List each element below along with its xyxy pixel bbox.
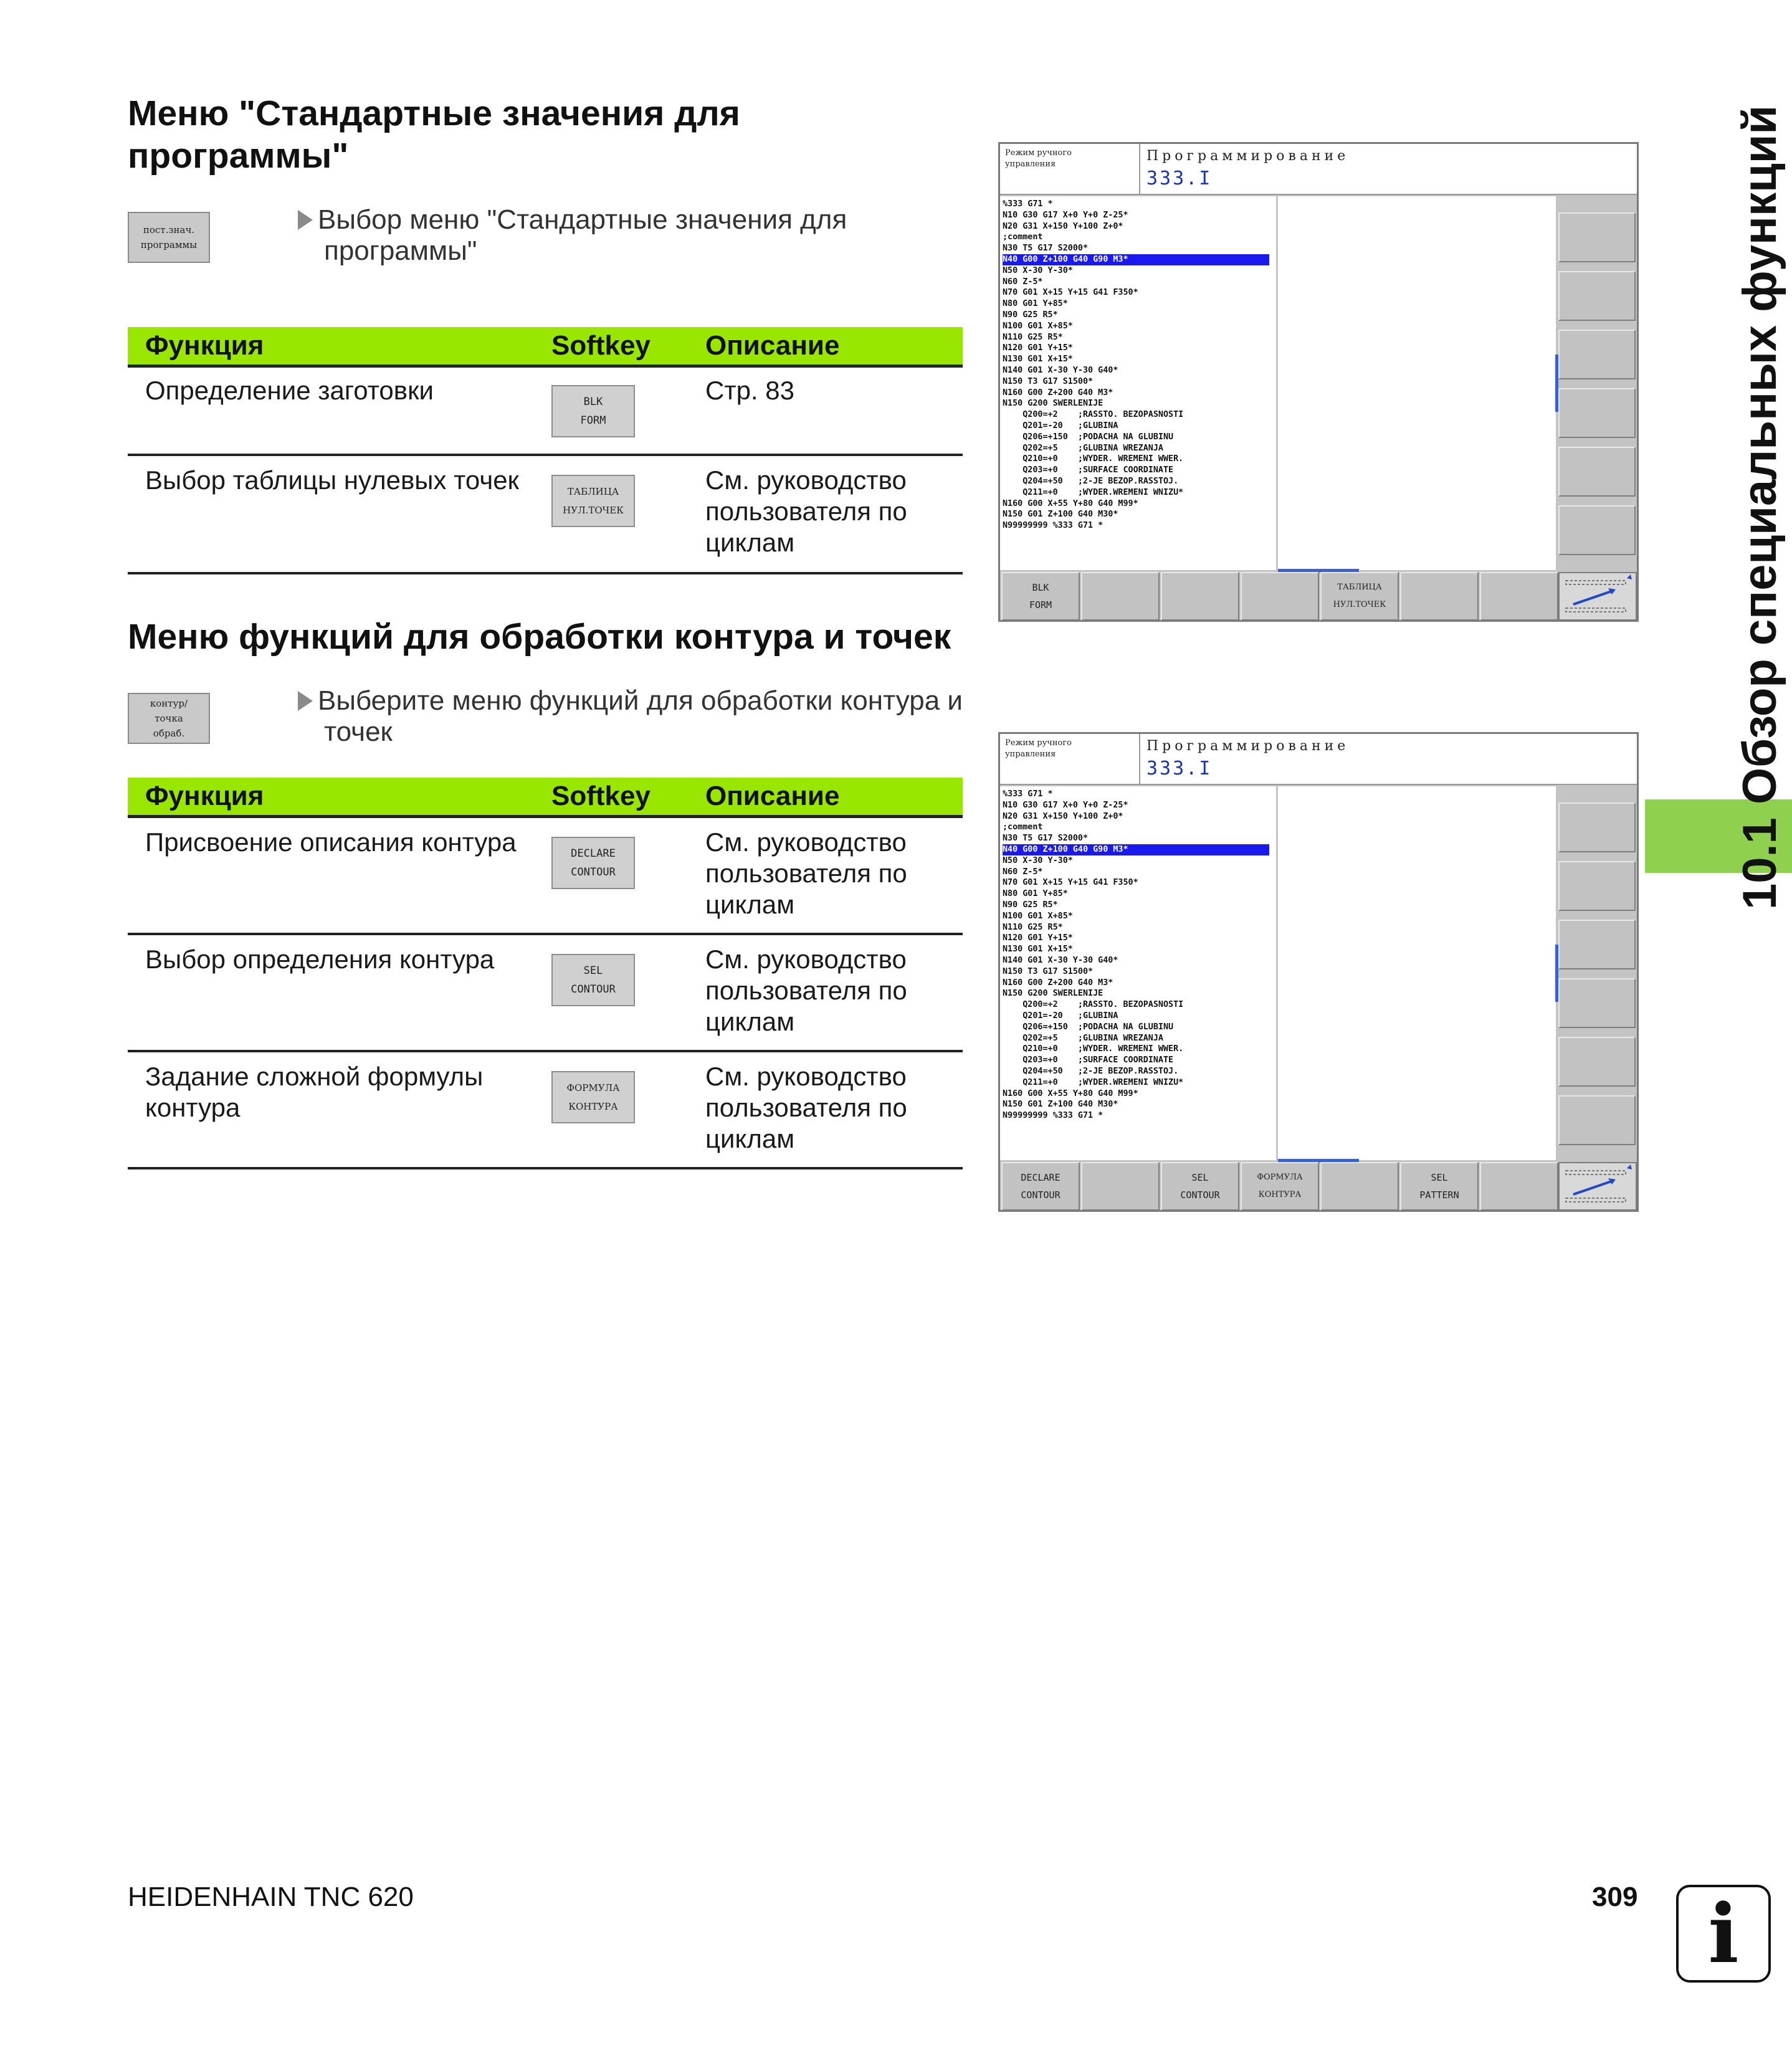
table-row [128,935,963,1052]
vertical-softkey[interactable] [1558,447,1636,497]
table-row [128,368,963,456]
softkey-label-line2: НУЛ.ТОЧЕК [563,505,624,516]
softkey-label-line1: BLK [1032,582,1049,593]
next-softkey-row-icon [1560,573,1636,619]
softkey-label-line2: CONTOUR [1180,1189,1220,1201]
function-cell: Определение заготовки [145,376,434,405]
program-line[interactable]: N80 G01 Y+85* [1003,299,1068,309]
program-line[interactable]: Q202=+5 ;GLUBINA WREZANJA [1003,1033,1163,1043]
program-line[interactable]: ;comment [1003,822,1043,832]
vertical-softkey[interactable] [1558,388,1636,438]
softkey-label-line2: КОНТУРА [1258,1190,1302,1199]
vertical-softkey[interactable] [1558,212,1636,262]
program-line[interactable]: N150 G01 Z+100 G40 M30* [1003,510,1118,520]
empty-softkey[interactable] [1400,572,1479,621]
info-icon: i [1676,1885,1771,1983]
description-line: циклам [705,1124,795,1153]
section1-instruction [298,204,847,267]
program-line[interactable]: N150 G01 Z+100 G40 M30* [1003,1100,1118,1110]
vertical-softkey[interactable] [1558,803,1636,852]
program-line[interactable]: N50 X-30 Y-30* [1003,265,1073,275]
program-line[interactable]: N150 G200 SWERLENIJE [1003,989,1103,999]
program-line[interactable]: Q204=+50 ;2-JE BEZOP.RASSTOJ. [1003,476,1179,486]
operating-mode-panel [1000,144,1140,195]
function-cell [128,1052,551,1167]
table-row [128,456,963,574]
program-line[interactable]: N110 G25 R5* [1003,332,1063,342]
mode-label-line1: Режим ручного [1005,738,1072,748]
softkey-label-line2: FORM [1029,599,1052,611]
description-line: пользователя по [705,976,907,1005]
program-line[interactable]: N99999999 %333 G71 * [1003,1111,1103,1121]
program-line[interactable]: N100 G01 X+85* [1003,321,1073,331]
graphics-window [1278,196,1556,570]
operating-mode-panel [1000,734,1140,785]
header-description: Описание [705,781,840,811]
program-line[interactable]: Q211=+0 ;WYDER.WREMENI WNIZU* [1003,1077,1184,1087]
defaults-menu-softkey[interactable] [128,212,210,263]
arrow-bullet-icon [298,691,313,711]
header-softkey: Softkey [551,781,651,811]
program-line[interactable]: Q200=+2 ;RASSTO. BEZOPASNOSTI [1003,1000,1184,1010]
description-line: пользователя по [705,497,907,526]
softkey-label-line2: точка [155,713,183,724]
program-line[interactable]: N130 G01 X+15* [1003,355,1073,364]
softkey-label-line1: SEL [1191,1172,1209,1183]
description-line: См. руководство [705,465,907,495]
program-line[interactable]: N70 G01 X+15 Y+15 G41 F350* [1003,878,1138,888]
description-line: пользователя по [705,1093,907,1122]
softkey-label-line1: SEL [583,964,603,977]
program-line[interactable]: Q202=+5 ;GLUBINA WREZANJA [1003,443,1163,453]
program-line[interactable]: N160 G00 Z+200 G40 M3* [1003,388,1113,398]
softkey-label-line1: DECLARE [571,847,616,860]
softkey-label-line1: DECLARE [1021,1172,1060,1183]
program-line[interactable]: Q211=+0 ;WYDER.WREMENI WNIZU* [1003,487,1184,497]
program-line[interactable]: Q206=+150 ;PODACHA NA GLUBINU [1003,1022,1174,1032]
program-line[interactable]: N99999999 %333 G71 * [1003,521,1103,531]
blk-form-screen-softkey[interactable] [1001,572,1080,621]
empty-softkey[interactable] [1480,572,1558,621]
program-line[interactable]: N100 G01 X+85* [1003,911,1073,921]
arrow-bullet-icon [298,210,313,230]
program-line[interactable]: N160 G00 X+55 Y+80 G40 M99* [1003,498,1138,508]
softkey-label-line1: ФОРМУЛА [566,1082,620,1093]
screen-header [1140,734,1637,785]
program-line[interactable]: N120 G01 Y+15* [1003,933,1073,943]
vertical-softkey[interactable] [1558,978,1636,1028]
function-line: контура [145,1093,241,1122]
mode-label-line1: Режим ручного [1005,148,1072,158]
table-row [128,1052,963,1169]
contour-formula-softkey[interactable] [551,1071,635,1123]
program-name: 333.I [1146,758,1213,779]
chapter-title: 10.1 Обзор специальных функций [1733,105,1786,910]
softkey-bar-indicator [1555,945,1558,1002]
softkey-row-switch[interactable] [1558,1162,1637,1211]
program-listing[interactable] [1000,786,1276,1160]
program-line[interactable]: N10 G30 G17 X+0 Y+0 Z-25* [1003,800,1128,810]
description-cell [705,935,963,1050]
footer-product: HEIDENHAIN TNC 620 [128,1882,414,1912]
function-line: Присвоение описания контура [145,827,517,857]
empty-softkey[interactable] [1161,572,1239,621]
function-cell: Выбор таблицы нулевых точек [145,465,519,495]
graphics-window [1278,786,1556,1160]
program-line[interactable]: Q210=+0 ;WYDER. WREMENI WWER. [1003,1044,1184,1054]
description-cell [705,818,963,933]
header-softkey: Softkey [551,330,651,361]
program-line[interactable]: N160 G00 Z+200 G40 M3* [1003,978,1113,988]
program-line-selected[interactable]: N40 G00 Z+100 G40 G90 M3* [1003,254,1269,265]
softkey-bar-indicator [1555,355,1558,412]
empty-softkey[interactable] [1081,572,1160,621]
program-line[interactable]: N150 T3 G17 S1500* [1003,966,1094,976]
program-line[interactable]: ;comment [1003,232,1043,242]
function-cell [128,935,551,1050]
vertical-softkey[interactable] [1558,271,1636,321]
softkey-label-line2: CONTOUR [571,866,616,879]
description-line: циклам [705,890,795,919]
softkey-label-line1: ТАБЛИЦА [567,486,619,497]
program-line[interactable]: N50 X-30 Y-30* [1003,855,1073,865]
table-header [128,778,963,818]
section1-heading-line1: Меню "Стандартные значения для [128,93,740,133]
instruction-line1: Выбор меню "Стандартные значения для [318,204,847,235]
page-reference: Стр. 83 [705,376,794,405]
section1-heading-line2: программы" [128,136,349,176]
header-description: Описание [705,330,840,361]
program-line[interactable]: N140 G01 X-30 Y-30 G40* [1003,955,1118,965]
softkey-label-line2: CONTOUR [571,983,616,996]
program-line[interactable]: %333 G71 * [1003,789,1053,799]
softkey-label-line1: ТАБЛИЦА [1337,583,1382,592]
header-function: Функция [145,781,264,811]
description-cell [705,1052,963,1167]
description-line: циклам [705,528,795,557]
control-screen-1 [998,142,1639,622]
screen-header [1140,144,1637,195]
mode-label-line2: управления [1005,750,1056,759]
instruction-line2: программы" [324,236,477,266]
program-line[interactable]: N60 Z-5* [1003,277,1043,287]
section2-table [128,778,963,1169]
program-line[interactable]: N130 G01 X+15* [1003,945,1073,955]
empty-softkey[interactable] [1480,1162,1558,1211]
softkey-label-line2: НУЛ.ТОЧЕК [1333,600,1386,609]
datum-table-screen-softkey[interactable] [1320,572,1399,621]
control-screen-2 [998,732,1639,1212]
section1-table [128,327,963,574]
program-line[interactable]: N150 T3 G17 S1500* [1003,376,1094,386]
program-line[interactable]: Q201=-20 ;GLUBINA [1003,1011,1118,1021]
instruction-line2: точек [324,717,393,747]
datum-table-softkey[interactable] [551,475,635,527]
program-line[interactable]: Q200=+2 ;RASSTO. BEZOPASNOSTI [1003,410,1184,420]
sel-contour-softkey[interactable] [551,954,635,1006]
instruction-line1: Выберите меню функций для обработки контура и [318,685,963,716]
softkey-row-switch[interactable] [1558,572,1637,621]
program-line[interactable]: N120 G01 Y+15* [1003,343,1073,353]
description-line: См. руководство [705,945,907,974]
declare-contour-screen-softkey[interactable] [1001,1162,1080,1211]
program-line[interactable]: Q201=-20 ;GLUBINA [1003,421,1118,431]
program-line[interactable]: N70 G01 X+15 Y+15 G41 F350* [1003,288,1138,298]
next-softkey-row-icon [1560,1163,1636,1209]
vertical-softkey[interactable] [1558,1095,1636,1145]
section2-heading: Меню функций для обработки контура и точек [128,617,951,657]
description-cell [705,368,963,454]
softkey-label-line1: ФОРМУЛА [1257,1173,1303,1182]
program-line-selected[interactable]: N40 G00 Z+100 G40 G90 M3* [1003,844,1269,855]
vertical-softkey[interactable] [1558,920,1636,969]
program-line[interactable]: N20 G31 X+150 Y+100 Z+0* [1003,811,1123,821]
program-line[interactable]: N90 G25 R5* [1003,900,1058,910]
vertical-softkey[interactable] [1558,330,1636,379]
program-line[interactable]: Q210=+0 ;WYDER. WREMENI WWER. [1003,454,1184,464]
blk-form-softkey[interactable] [551,385,635,437]
mode-label-line2: управления [1005,160,1056,169]
program-line[interactable]: N30 T5 G17 S2000* [1003,834,1089,844]
empty-softkey[interactable] [1081,1162,1160,1211]
empty-softkey[interactable] [1241,572,1319,621]
program-name: 333.I [1146,168,1213,189]
softkey-label-line2: КОНТУРА [568,1101,618,1112]
screen-title: Программирование [1146,148,1350,164]
softkey-label-line2: программы [140,239,198,250]
screen-title: Программирование [1146,738,1350,754]
program-line[interactable]: N60 Z-5* [1003,867,1043,877]
softkey-label-line1: пост.знач. [143,224,195,236]
program-line[interactable]: Q203=+0 ;SURFACE COORDINATE [1003,1055,1174,1065]
program-line[interactable]: Q203=+0 ;SURFACE COORDINATE [1003,465,1174,475]
softkey-label-line2: FORM [580,414,606,427]
program-line[interactable]: N90 G25 R5* [1003,310,1058,320]
function-line: Задание сложной формулы [145,1062,484,1091]
vertical-softkey[interactable] [1558,505,1636,555]
table-row [128,818,963,935]
description-line: циклам [705,1007,795,1036]
description-line: пользователя по [705,859,907,888]
program-line[interactable]: Q206=+150 ;PODACHA NA GLUBINU [1003,432,1174,442]
softkey-label-line2: PATTERN [1419,1189,1459,1201]
program-line[interactable]: N110 G25 R5* [1003,922,1063,932]
page-number: 309 [1592,1882,1638,1912]
declare-contour-softkey[interactable] [551,837,635,889]
program-line[interactable]: N20 G31 X+150 Y+100 Z+0* [1003,221,1123,231]
program-listing[interactable] [1000,196,1276,570]
section1-heading [128,92,740,177]
function-cell [128,818,551,933]
program-line[interactable]: Q204=+50 ;2-JE BEZOP.RASSTOJ. [1003,1066,1179,1076]
softkey-label-line2: CONTOUR [1021,1189,1060,1201]
program-line[interactable]: N150 G200 SWERLENIJE [1003,399,1103,409]
section2-instruction [298,685,963,748]
program-line[interactable]: N80 G01 Y+85* [1003,889,1068,899]
program-line[interactable]: N140 G01 X-30 Y-30 G40* [1003,365,1118,375]
header-function: Функция [145,330,264,361]
description-line: См. руководство [705,1062,907,1091]
description-cell [705,456,963,572]
vertical-softkey[interactable] [1558,1037,1636,1087]
softkey-label-line1: SEL [1431,1172,1448,1183]
softkey-label-line1: контур/ [150,698,188,709]
table-header [128,327,963,368]
function-line: Выбор определения контура [145,945,495,974]
sel-pattern-screen-softkey[interactable] [1400,1162,1479,1211]
program-line[interactable]: N160 G00 X+55 Y+80 G40 M99* [1003,1088,1138,1098]
description-line: См. руководство [705,827,907,857]
program-line[interactable]: N30 T5 G17 S2000* [1003,244,1089,254]
softkey-label-line3: обраб. [153,728,185,739]
empty-softkey[interactable] [1320,1162,1399,1211]
softkey-label-line1: BLK [583,396,603,408]
sel-contour-screen-softkey[interactable] [1161,1162,1239,1211]
contour-formula-screen-softkey[interactable] [1241,1162,1319,1211]
program-line[interactable]: N10 G30 G17 X+0 Y+0 Z-25* [1003,210,1128,220]
contour-point-menu-softkey[interactable] [128,693,210,744]
program-line[interactable]: %333 G71 * [1003,199,1053,209]
vertical-softkey[interactable] [1558,861,1636,911]
